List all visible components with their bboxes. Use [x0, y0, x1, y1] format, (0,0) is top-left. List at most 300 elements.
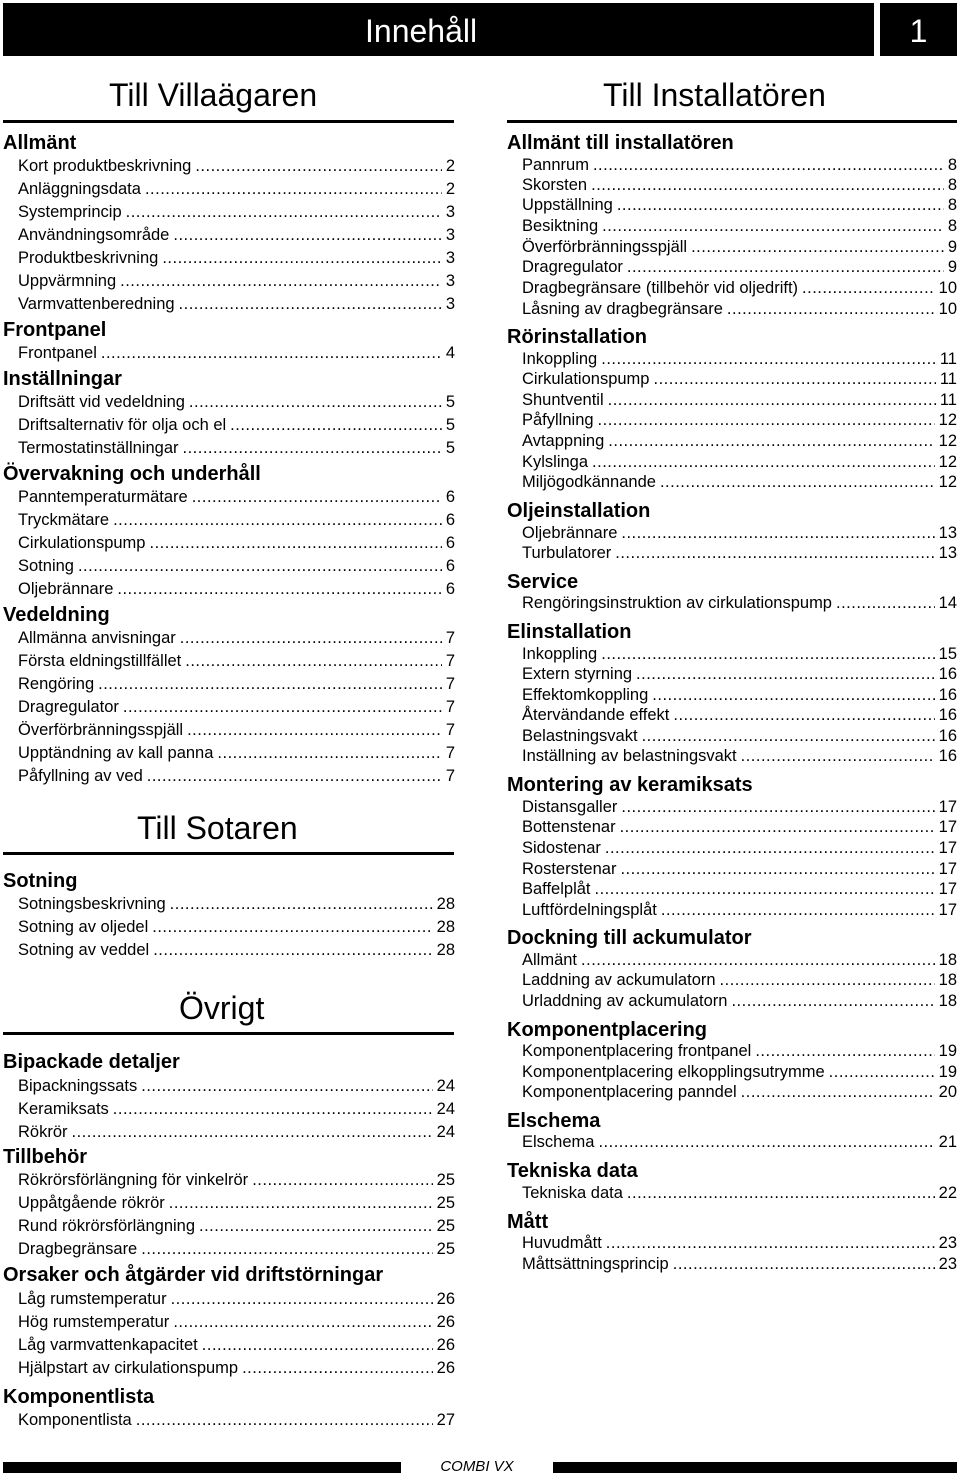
toc-entry[interactable] [18, 534, 455, 556]
toc-entry-page: 18 [938, 992, 957, 1010]
toc-leader [606, 1234, 935, 1253]
toc-leader [608, 432, 934, 451]
toc-leader [199, 1217, 433, 1236]
toc-entry-text: Uppvärmning [18, 272, 117, 290]
toc-leader [189, 393, 442, 412]
toc-entry-page: 5 [445, 393, 455, 411]
toc-entry[interactable] [522, 727, 957, 749]
toc-leader [673, 706, 934, 725]
toc-entry[interactable] [18, 1336, 455, 1358]
toc-leader [149, 534, 441, 553]
toc-entry-text: Belastningsvakt [522, 727, 638, 745]
toc-entry-page: 18 [938, 951, 957, 969]
toc-entry-text: Rengöring [18, 675, 95, 693]
toc-leader [242, 1359, 433, 1378]
toc-entry[interactable] [18, 272, 455, 294]
toc-entry[interactable] [522, 217, 957, 239]
toc-entry-text: Oljebrännare [522, 524, 618, 542]
section-title: Övervakning och underhåll [3, 463, 261, 485]
toc-entry[interactable] [18, 1313, 455, 1335]
toc-entry-text: Cirkulationspump [522, 370, 650, 388]
toc-entry-text: Rökrör [18, 1123, 68, 1141]
footer-bar-left [3, 1462, 401, 1473]
toc-entry-text: Användningsområde [18, 226, 170, 244]
toc-entry-text: Rökrörsförlängning för vinkelrör [18, 1171, 249, 1189]
part-rule [3, 852, 454, 855]
toc-entry-page: 5 [445, 416, 455, 434]
toc-leader [173, 1313, 432, 1332]
toc-entry-page: 13 [938, 544, 957, 562]
toc-leader [731, 992, 934, 1011]
toc-entry-page: 25 [436, 1171, 455, 1189]
toc-leader [180, 629, 442, 648]
toc-entry-text: Elschema [522, 1133, 595, 1151]
toc-entry[interactable] [522, 544, 957, 566]
toc-entry-page: 11 [939, 391, 957, 409]
toc-entry[interactable] [522, 1083, 957, 1105]
section-title: Dockning till ackumulator [507, 927, 752, 949]
toc-leader [615, 544, 934, 563]
toc-entry-page: 11 [939, 350, 957, 368]
toc-entry[interactable] [18, 1077, 455, 1099]
toc-entry[interactable] [522, 370, 957, 392]
page-title: Innehåll [365, 13, 478, 49]
toc-entry[interactable] [522, 860, 957, 882]
toc-entry[interactable] [18, 895, 455, 917]
part-rule [3, 120, 454, 123]
toc-entry-text: Anläggningsdata [18, 180, 141, 198]
toc-entry[interactable] [522, 196, 957, 218]
toc-entry-page: 25 [436, 1194, 455, 1212]
section-title: Elschema [507, 1110, 601, 1132]
toc-entry[interactable] [522, 747, 957, 769]
toc-entry[interactable] [522, 279, 957, 301]
toc-entry-page: 3 [445, 226, 455, 244]
toc-entry-page: 20 [938, 1083, 957, 1101]
toc-entry-text: Komponentlista [18, 1411, 132, 1429]
toc-entry-text: Måttsättningsprincip [522, 1255, 669, 1273]
toc-leader [170, 895, 433, 914]
section-title: Montering av keramiksats [507, 774, 753, 796]
toc-leader [192, 488, 442, 507]
toc-leader [117, 580, 441, 599]
toc-entry-page: 7 [445, 629, 455, 647]
footer-bar-right [553, 1462, 957, 1473]
toc-entry[interactable] [18, 767, 455, 789]
toc-entry[interactable] [18, 511, 455, 533]
toc-entry-page: 2 [445, 180, 455, 198]
toc-entry-text: Miljögodkännande [522, 473, 656, 491]
toc-entry-text: Bottenstenar [522, 818, 616, 836]
toc-leader [195, 157, 441, 176]
toc-entry-page: 6 [445, 557, 455, 575]
toc-entry-page: 9 [947, 258, 957, 276]
toc-entry-page: 3 [445, 203, 455, 221]
toc-entry-page: 21 [938, 1133, 957, 1151]
toc-entry-text: Produktbeskrivning [18, 249, 159, 267]
toc-leader [598, 1133, 934, 1152]
toc-entry[interactable] [18, 439, 455, 461]
toc-entry-text: Överförbränningsspjäll [18, 721, 184, 739]
section-title: Bipackade detaljer [3, 1051, 180, 1073]
toc-entry[interactable] [522, 951, 957, 973]
toc-leader [185, 652, 442, 671]
toc-leader [179, 295, 442, 314]
toc-entry[interactable] [522, 391, 957, 413]
toc-entry-text: Rosterstenar [522, 860, 617, 878]
toc-entry-text: Låsning av dragbegränsare [522, 300, 723, 318]
toc-leader [653, 370, 935, 389]
toc-leader [147, 767, 442, 786]
toc-entry-page: 9 [947, 238, 957, 256]
toc-entry[interactable] [522, 1042, 957, 1064]
toc-entry-text: Shuntventil [522, 391, 604, 409]
toc-entry[interactable] [18, 1240, 455, 1262]
toc-entry[interactable] [522, 238, 957, 260]
toc-entry-text: Rengöringsinstruktion av cirkulationspump [522, 594, 832, 612]
toc-entry-text: Tryckmätare [18, 511, 110, 529]
toc-entry-page: 16 [938, 727, 957, 745]
toc-entry[interactable] [18, 557, 455, 579]
toc-entry-page: 12 [938, 432, 957, 450]
section-title: Rörinstallation [507, 326, 648, 348]
toc-entry-text: Distansgaller [522, 798, 618, 816]
toc-leader [627, 1184, 935, 1203]
toc-leader [617, 196, 944, 215]
toc-entry-text: Skorsten [522, 176, 588, 194]
toc-entry[interactable] [522, 258, 957, 280]
toc-leader [755, 1042, 934, 1061]
toc-entry[interactable] [522, 432, 957, 454]
toc-entry[interactable] [522, 686, 957, 708]
toc-entry[interactable] [522, 594, 957, 616]
toc-entry[interactable] [522, 798, 957, 820]
toc-entry-page: 6 [445, 488, 455, 506]
toc-entry[interactable] [18, 249, 455, 271]
toc-entry-text: Luftfördelningsplåt [522, 901, 657, 919]
toc-entry[interactable] [522, 176, 957, 198]
toc-leader [598, 411, 935, 430]
toc-leader [829, 1063, 935, 1082]
toc-entry-page: 5 [445, 439, 455, 457]
toc-entry-text: Komponentplacering frontpanel [522, 1042, 752, 1060]
part-title-ovrigt: Övrigt [179, 990, 265, 1026]
toc-entry-text: Sotning [18, 557, 74, 575]
toc-entry-page: 17 [938, 818, 957, 836]
toc-entry-page: 22 [938, 1184, 957, 1202]
toc-leader [727, 300, 935, 319]
toc-entry-text: Cirkulationspump [18, 534, 146, 552]
toc-entry[interactable] [522, 411, 957, 433]
toc-entry[interactable] [18, 580, 455, 602]
toc-entry-page: 12 [938, 473, 957, 491]
toc-leader [591, 176, 944, 195]
section-title: Service [507, 571, 579, 593]
toc-entry[interactable] [522, 350, 957, 372]
toc-entry[interactable] [522, 156, 957, 178]
toc-entry[interactable] [18, 698, 455, 720]
toc-leader [123, 698, 442, 717]
toc-entry-text: Huvudmått [522, 1234, 602, 1252]
toc-leader [741, 747, 935, 766]
toc-leader [169, 1194, 433, 1213]
toc-entry-text: Allmänt [522, 951, 578, 969]
toc-leader [581, 951, 935, 970]
toc-entry-page: 28 [436, 918, 455, 936]
toc-entry[interactable] [18, 1171, 455, 1193]
toc-entry-text: Rund rökrörsförlängning [18, 1217, 196, 1235]
toc-entry-text: Pannrum [522, 156, 589, 174]
toc-entry-page: 17 [938, 880, 957, 898]
toc-entry-text: Oljebrännare [18, 580, 114, 598]
toc-entry[interactable] [18, 488, 455, 510]
toc-entry-text: Komponentplacering elkopplingsutrymme [522, 1063, 825, 1081]
toc-entry-text: Baffelplåt [522, 880, 591, 898]
toc-entry[interactable] [18, 1290, 455, 1312]
toc-entry-page: 3 [445, 249, 455, 267]
toc-entry[interactable] [522, 1133, 957, 1155]
toc-entry[interactable] [18, 295, 455, 317]
toc-leader [217, 744, 441, 763]
section-title: Tillbehör [3, 1146, 88, 1168]
part-rule [3, 1032, 454, 1035]
toc-entry-text: Påfyllning [522, 411, 594, 429]
toc-entry[interactable] [18, 1411, 455, 1433]
toc-leader [608, 391, 936, 410]
toc-entry[interactable] [522, 992, 957, 1014]
toc-entry-text: Allmänna anvisningar [18, 629, 176, 647]
toc-leader [595, 880, 935, 899]
toc-leader [601, 645, 934, 664]
toc-entry-page: 25 [436, 1240, 455, 1258]
toc-entry-text: Driftsätt vid vedeldning [18, 393, 185, 411]
toc-entry-page: 27 [436, 1411, 455, 1429]
toc-entry-page: 26 [436, 1290, 455, 1308]
toc-entry-text: Uppställning [522, 196, 613, 214]
section-title: Vedeldning [3, 604, 110, 626]
toc-leader [621, 798, 934, 817]
toc-entry-text: Upptändning av kall panna [18, 744, 214, 762]
toc-entry-text: Låg varmvattenkapacitet [18, 1336, 198, 1354]
toc-entry-text: Låg rumstemperatur [18, 1290, 167, 1308]
toc-entry-text: Systemprincip [18, 203, 122, 221]
toc-leader [593, 156, 944, 175]
toc-leader [141, 1240, 432, 1259]
toc-leader [171, 1290, 433, 1309]
toc-entry-page: 7 [445, 698, 455, 716]
toc-entry[interactable] [18, 744, 455, 766]
toc-entry-page: 3 [445, 272, 455, 290]
toc-entry[interactable] [522, 1255, 957, 1277]
toc-entry-text: Dragregulator [18, 698, 119, 716]
toc-leader [836, 594, 935, 613]
toc-entry-page: 12 [938, 453, 957, 471]
toc-leader [187, 721, 442, 740]
toc-entry-page: 7 [445, 767, 455, 785]
toc-entry-page: 13 [938, 524, 957, 542]
page-number: 1 [909, 13, 928, 49]
toc-entry[interactable] [18, 675, 455, 697]
section-title: Mått [507, 1211, 549, 1233]
toc-entry-text: Kylslinga [522, 453, 589, 471]
toc-leader [642, 727, 935, 746]
toc-entry-page: 12 [938, 411, 957, 429]
toc-entry[interactable] [18, 1359, 455, 1381]
toc-entry[interactable] [522, 901, 957, 923]
toc-entry-text: Inkoppling [522, 645, 598, 663]
section-title: Tekniska data [507, 1160, 638, 1182]
toc-leader [152, 918, 432, 937]
toc-entry-page: 24 [436, 1100, 455, 1118]
toc-leader [636, 665, 935, 684]
toc-entry-page: 26 [436, 1359, 455, 1377]
toc-entry-text: Panntemperaturmätare [18, 488, 188, 506]
toc-leader [126, 203, 442, 222]
toc-entry-page: 6 [445, 580, 455, 598]
toc-leader [183, 439, 442, 458]
toc-entry-page: 8 [947, 176, 957, 194]
toc-entry-page: 7 [445, 675, 455, 693]
toc-entry[interactable] [522, 971, 957, 993]
toc-entry-page: 8 [947, 217, 957, 235]
toc-entry-page: 23 [938, 1255, 957, 1273]
toc-entry-page: 8 [947, 156, 957, 174]
toc-entry-page: 2 [445, 157, 455, 175]
toc-entry[interactable] [18, 941, 455, 963]
toc-entry-text: Avtappning [522, 432, 605, 450]
toc-entry[interactable] [18, 1217, 455, 1239]
toc-entry[interactable] [18, 226, 455, 248]
part-title-sotaren: Till Sotaren [137, 810, 298, 846]
footer-product-name: COMBI VX [440, 1458, 514, 1475]
toc-entry-text: Hög rumstemperatur [18, 1313, 170, 1331]
toc-entry-page: 6 [445, 511, 455, 529]
toc-entry-page: 28 [436, 895, 455, 913]
toc-entry-text: Sotning av oljedel [18, 918, 149, 936]
toc-leader [113, 1100, 433, 1119]
toc-leader [252, 1171, 432, 1190]
toc-entry-text: Komponentplacering panndel [522, 1083, 737, 1101]
toc-leader [162, 249, 441, 268]
toc-leader [98, 675, 442, 694]
toc-entry-page: 7 [445, 721, 455, 739]
toc-entry[interactable] [18, 203, 455, 225]
toc-entry[interactable] [18, 652, 455, 674]
toc-leader [621, 524, 934, 543]
toc-entry-page: 24 [436, 1123, 455, 1141]
toc-entry-page: 16 [938, 706, 957, 724]
toc-leader [153, 941, 432, 960]
toc-entry[interactable] [522, 300, 957, 322]
section-title: Allmänt [3, 132, 77, 154]
toc-leader [602, 217, 944, 236]
toc-entry-page: 3 [445, 295, 455, 313]
toc-entry[interactable] [522, 706, 957, 728]
toc-entry[interactable] [522, 665, 957, 687]
toc-leader [691, 238, 944, 257]
toc-leader [620, 860, 934, 879]
toc-entry[interactable] [18, 393, 455, 415]
toc-entry-text: Påfyllning av ved [18, 767, 143, 785]
toc-entry[interactable] [18, 1194, 455, 1216]
toc-leader [101, 344, 442, 363]
section-title: Frontpanel [3, 319, 107, 341]
toc-entry-page: 16 [938, 665, 957, 683]
toc-entry-page: 10 [938, 279, 957, 297]
section-title: Elinstallation [507, 621, 632, 643]
section-title: Oljeinstallation [507, 500, 651, 522]
toc-entry[interactable] [522, 880, 957, 902]
toc-entry-page: 15 [938, 645, 957, 663]
toc-entry-page: 25 [436, 1217, 455, 1235]
toc-entry-text: Tekniska data [522, 1184, 623, 1202]
section-title: Orsaker och åtgärder vid driftstörningar [3, 1264, 384, 1286]
toc-entry[interactable] [522, 839, 957, 861]
toc-entry[interactable] [18, 416, 455, 438]
toc-entry[interactable] [18, 721, 455, 743]
toc-entry[interactable] [18, 629, 455, 651]
toc-entry-page: 16 [938, 747, 957, 765]
toc-entry-page: 19 [938, 1063, 957, 1081]
toc-entry-page: 23 [938, 1234, 957, 1252]
toc-entry[interactable] [18, 918, 455, 940]
header-bar [3, 3, 874, 56]
toc-entry-text: Återvändande effekt [522, 706, 670, 724]
toc-entry[interactable] [522, 453, 957, 475]
toc-entry-text: Termostatinställningar [18, 439, 179, 457]
toc-entry-text: Urladdning av ackumulatorn [522, 992, 728, 1010]
toc-leader [802, 279, 935, 298]
toc-entry[interactable] [522, 1234, 957, 1256]
toc-entry-page: 17 [938, 839, 957, 857]
toc-entry-page: 8 [947, 196, 957, 214]
toc-entry-text: Dragregulator [522, 258, 623, 276]
toc-leader [741, 1083, 935, 1102]
toc-leader [627, 258, 944, 277]
toc-entry-page: 17 [938, 860, 957, 878]
toc-leader [660, 473, 935, 492]
toc-entry[interactable] [522, 645, 957, 667]
toc-entry[interactable] [522, 1184, 957, 1206]
toc-entry[interactable] [18, 180, 455, 202]
toc-entry-page: 4 [445, 344, 455, 362]
toc-entry[interactable] [522, 524, 957, 546]
toc-entry-text: Varmvattenberedning [18, 295, 175, 313]
toc-entry-text: Första eldningstillfället [18, 652, 182, 670]
toc-entry[interactable] [18, 1123, 455, 1145]
toc-entry-text: Driftsalternativ för olja och el [18, 416, 227, 434]
toc-leader [720, 971, 935, 990]
toc-entry-text: Dragbegränsare [18, 1240, 138, 1258]
toc-entry-text: Frontpanel [18, 344, 97, 362]
toc-entry[interactable] [18, 157, 455, 179]
toc-leader [202, 1336, 433, 1355]
toc-entry[interactable] [522, 818, 957, 840]
toc-entry-text: Keramiksats [18, 1100, 109, 1118]
toc-entry-page: 28 [436, 941, 455, 959]
toc-entry[interactable] [522, 1063, 957, 1085]
toc-leader [673, 1255, 935, 1274]
section-title: Komponentplacering [507, 1019, 708, 1041]
toc-entry-text: Sotning av veddel [18, 941, 150, 959]
toc-leader [120, 272, 442, 291]
toc-entry-page: 10 [938, 300, 957, 318]
toc-entry[interactable] [522, 473, 957, 495]
toc-entry[interactable] [18, 1100, 455, 1122]
toc-leader [72, 1123, 433, 1142]
toc-entry-text: Dragbegränsare (tillbehör vid oljedrift) [522, 279, 799, 297]
toc-entry[interactable] [18, 344, 455, 366]
